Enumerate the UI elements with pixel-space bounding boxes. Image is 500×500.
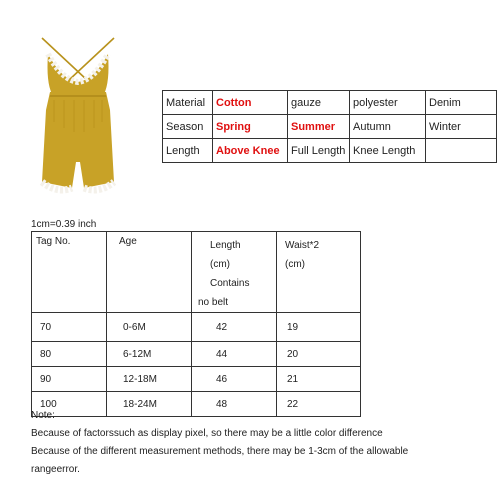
attributes-table xyxy=(162,90,497,163)
cell-length: 46 xyxy=(192,367,277,392)
cell-waist: 20 xyxy=(277,342,361,367)
attribute-value-selected: Cotton xyxy=(213,91,288,115)
table-row xyxy=(32,342,361,367)
cell-tag-no: 100 xyxy=(32,392,107,417)
cell-waist: 21 xyxy=(277,367,361,392)
header-length xyxy=(192,232,277,313)
size-chart-header-row xyxy=(32,232,361,313)
attribute-row-length xyxy=(163,139,497,163)
table-row xyxy=(32,367,361,392)
header-length-line: (cm) xyxy=(210,259,230,270)
notes-line: Because of factorssuch as display pixel, so there may be a little color difference xyxy=(31,428,383,439)
attribute-value: Full Length xyxy=(288,139,350,163)
attribute-value xyxy=(426,139,497,163)
cell-length: 42 xyxy=(192,313,277,342)
cell-tag-no: 90 xyxy=(32,367,107,392)
cell-length: 48 xyxy=(192,392,277,417)
cell-age: 12-18M xyxy=(107,367,192,392)
header-waist-line: Waist*2 xyxy=(285,240,320,251)
cell-tag-no: 70 xyxy=(32,313,107,342)
attribute-value: gauze xyxy=(288,91,350,115)
header-waist xyxy=(277,232,361,313)
cell-age: 0-6M xyxy=(107,313,192,342)
attribute-value-selected: Summer xyxy=(288,115,350,139)
notes-section xyxy=(31,407,500,479)
header-tag-no: Tag No. xyxy=(32,232,107,313)
attribute-label: Season xyxy=(163,115,213,139)
header-waist-line: (cm) xyxy=(285,259,305,270)
attribute-value: polyester xyxy=(350,91,426,115)
attribute-value-selected: Spring xyxy=(213,115,288,139)
attribute-value: Knee Length xyxy=(350,139,426,163)
notes-line: Because of the different measurement methods, there may be 1-3cm of the allowable xyxy=(31,446,409,457)
header-age: Age xyxy=(107,232,192,313)
table-row xyxy=(32,313,361,342)
header-length-line: Contains xyxy=(210,278,250,289)
attribute-value-selected: Above Knee xyxy=(213,139,288,163)
romper-photo xyxy=(24,32,132,202)
attribute-label: Material xyxy=(163,91,213,115)
attribute-row-season xyxy=(163,115,497,139)
attribute-value: Winter xyxy=(426,115,497,139)
unit-conversion-note: 1cm=0.39 inch xyxy=(31,219,97,230)
cell-waist: 19 xyxy=(277,313,361,342)
cell-waist: 22 xyxy=(277,392,361,417)
header-length-line: Length xyxy=(210,240,241,251)
size-chart-table xyxy=(31,231,361,417)
attribute-value: Denim xyxy=(426,91,497,115)
header-length-line: no belt xyxy=(198,297,229,308)
notes-line: rangeerror. xyxy=(31,464,80,475)
attribute-value: Autumn xyxy=(350,115,426,139)
cell-length: 44 xyxy=(192,342,277,367)
cell-age: 6-12M xyxy=(107,342,192,367)
cell-tag-no: 80 xyxy=(32,342,107,367)
cell-age: 18-24M xyxy=(107,392,192,417)
notes-title: Note: xyxy=(31,410,55,421)
attribute-row-material xyxy=(163,91,497,115)
attribute-label: Length xyxy=(163,139,213,163)
